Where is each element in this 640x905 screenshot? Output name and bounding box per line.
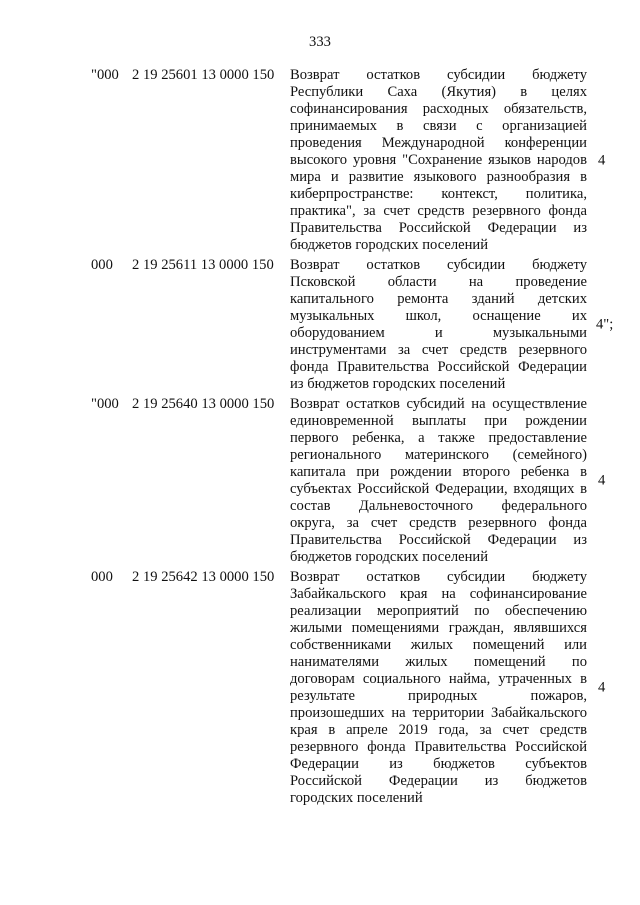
table-row — [0, 569, 640, 807]
table-row — [0, 257, 640, 393]
description-line: состав Дальневосточного федерального — [290, 498, 587, 514]
description-line: Правительства Российской Федерации из — [290, 220, 587, 236]
row-description — [290, 67, 587, 254]
row-description — [290, 396, 587, 566]
admin-code: "000 — [91, 67, 119, 83]
description-line: оборудованием и музыкальными — [290, 325, 587, 341]
classification-code: 2 19 25640 13 0000 150 — [132, 396, 275, 412]
description-line: Забайкальского края на софинансирование — [290, 586, 587, 602]
description-line: произошедших на территории Забайкальского — [290, 705, 587, 721]
description-line: собственниками жилых помещений или — [290, 637, 587, 653]
row-description — [290, 257, 587, 393]
table-body — [0, 67, 640, 807]
amount-value: 4 — [598, 472, 606, 489]
amount-value: 4"; — [596, 316, 614, 333]
description-line: Российской Федерации из бюджетов — [290, 773, 587, 789]
description-line: высокого уровня "Сохранение языков народов — [290, 152, 587, 168]
admin-code: 000 — [91, 257, 113, 273]
description-line: капитала при рождении второго ребенка в — [290, 464, 587, 480]
description-line: из бюджетов городских поселений — [290, 376, 506, 392]
description-line: Возврат остатков субсидии бюджету — [290, 257, 587, 273]
description-line: музыкальных школ, оснащение их — [290, 308, 587, 324]
description-line: практика", за счет средств резервного фонда — [290, 203, 587, 219]
row-description — [290, 569, 587, 807]
table-row — [0, 67, 640, 254]
description-line: первого ребенка, а также предоставление — [290, 430, 587, 446]
description-line: нанимателями жилых помещений по — [290, 654, 587, 670]
description-line: инструментами за счет средств резервного — [290, 342, 587, 358]
description-line: проведения Международной конференции — [290, 135, 587, 151]
admin-code: 000 — [91, 569, 113, 585]
description-line: городских поселений — [290, 790, 423, 806]
classification-code: 2 19 25601 13 0000 150 — [132, 67, 275, 83]
description-line: Федерации из бюджетов субъектов — [290, 756, 587, 772]
description-line: софинансирования расходных обязательств, — [290, 101, 587, 117]
description-line: Возврат остатков субсидии бюджету — [290, 569, 587, 585]
description-line: единовременной выплаты при рождении — [290, 413, 587, 429]
classification-code: 2 19 25642 13 0000 150 — [132, 569, 275, 585]
amount-value: 4 — [598, 152, 606, 168]
description-line: округа, за счет средств резервного фонда — [290, 515, 587, 531]
description-line: Правительства Российской Федерации из — [290, 532, 587, 548]
description-line: принимаемых в связи с организацией — [290, 118, 587, 134]
description-line: договорам социального найма, утраченных в — [290, 671, 587, 687]
amount-value: 4 — [598, 679, 606, 696]
description-line: Возврат остатков субсидий на осуществление — [290, 396, 587, 412]
description-line: мира и развитие языкового разнообразия в — [290, 169, 587, 185]
description-line: бюджетов городских поселений — [290, 237, 489, 253]
description-line: Возврат остатков субсидии бюджету — [290, 67, 587, 83]
description-line: резервного фонда Правительства Российской — [290, 739, 587, 755]
description-line: капитального ремонта зданий детских — [290, 291, 587, 307]
description-line: фонда Правительства Российской Федерации — [290, 359, 587, 375]
description-line: киберпространстве: контекст, политика, — [290, 186, 587, 202]
description-line: регионального материнского (семейного) — [290, 447, 587, 463]
description-line: результате природных пожаров, — [290, 688, 587, 704]
description-line: Республики Саха (Якутия) в целях — [290, 84, 587, 100]
description-line: Псковской области на проведение — [290, 274, 587, 290]
description-line: бюджетов городских поселений — [290, 549, 489, 565]
description-line: края в апреле 2019 года, за счет средств — [290, 722, 587, 738]
description-line: жилыми помещениями граждан, являвшихся — [290, 620, 587, 636]
classification-code: 2 19 25611 13 0000 150 — [132, 257, 274, 273]
description-line: реализации мероприятий по обеспечению — [290, 603, 587, 619]
table-row — [0, 396, 640, 566]
description-line: субъектах Российской Федерации, входящих в — [290, 481, 587, 497]
admin-code: "000 — [91, 396, 119, 412]
page-number: 333 — [309, 34, 331, 50]
